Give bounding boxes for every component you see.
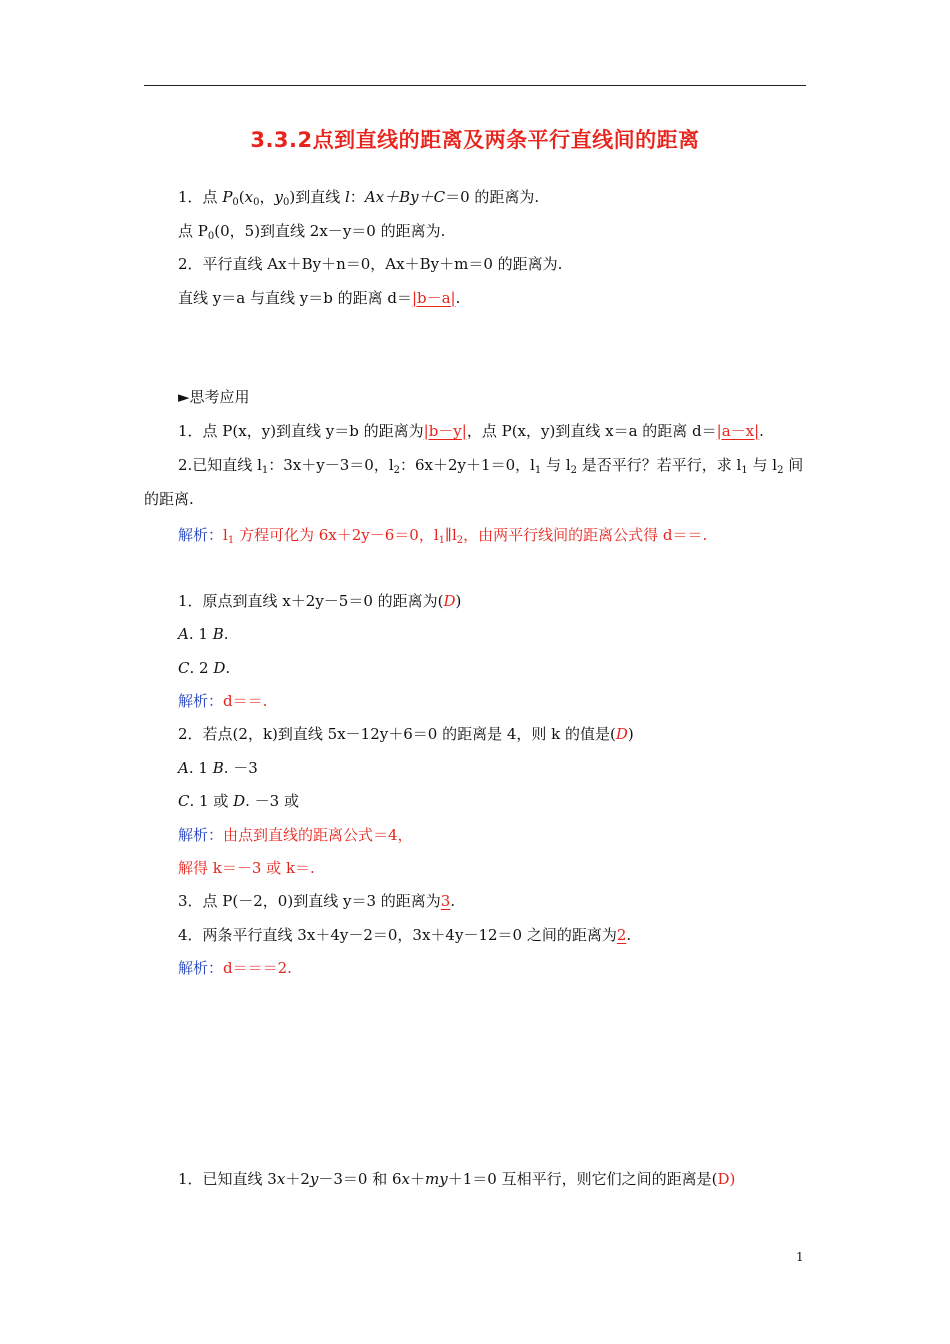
final-question: 1．已知直线 3x＋2y－3＝0 和 6x＋my＋1＝0 互相平行，则它们之间的距离是(D) (178, 1170, 736, 1188)
think-solution: 解析：$l_1$ 方程可化为 6x＋2y－6＝0，$l_1\parallel l_2$，由两平行线间的距离公式得 d＝＝. (178, 526, 708, 546)
exercise-q1-options-ab: A. 1 B. (178, 625, 229, 643)
header-rule (144, 85, 806, 86)
think-q1: 1．点 P(x，y)到直线 y＝b 的距离为|b－y|，点 P(x，y)到直线 x＝a 的距离 d＝|a－x|. (178, 422, 764, 440)
pre-line-2: 点 $P_0(0$，5)到直线 2x－y＝0 的距离为. (178, 222, 446, 242)
think-q2: 2.已知直线 $l_1$：3x＋y－3＝0，$l_2$：6x＋2y＋1＝0，$l_1$ 与 $l_2$ 是否平行？若平行，求 $l_1$ 与 $l_2$ 间 (178, 456, 804, 476)
exercise-q1: 1．原点到直线 x＋2y－5＝0 的距离为(D) (178, 592, 462, 610)
page-number: 1 (796, 1250, 804, 1264)
exercise-q2-solution: 解析：由点到直线的距离公式＝4， (178, 826, 413, 844)
exercise-q1-options-cd: C. 2 D. (178, 659, 231, 677)
answer-blank: 2 (616, 926, 627, 944)
pre-line-3: 2．平行直线 Ax＋By＋n＝0，Ax＋By＋m＝0 的距离为. (178, 255, 563, 273)
section-header-think: ►思考应用 (178, 388, 250, 406)
answer-blank: |a－x| (716, 422, 760, 440)
page-title: 3.3.2点到直线的距离及两条平行直线间的距离 (250, 128, 700, 152)
think-q2-cont: 的距离. (144, 490, 194, 508)
answer-blank: |b－y| (423, 422, 467, 440)
exercise-q2: 2．若点(2，k)到直线 5x－12y＋6＝0 的距离是 4，则 k 的值是(D) (178, 725, 634, 743)
pre-line-1: 1．点 $P_0(x_0$，$y_0$)到直线 l：Ax＋By＋C＝0 的距离为. (178, 188, 540, 208)
exercise-q2-options-cd: C. 1 或 D. －3 或 (178, 792, 299, 810)
exercise-q1-solution: 解析：d＝＝. (178, 692, 268, 710)
exercise-q4: 4．两条平行直线 3x＋4y－2＝0，3x＋4y－12＝0 之间的距离为2. (178, 926, 632, 944)
exercise-q2-solution-cont: 解得 k＝－3 或 k＝. (178, 859, 315, 877)
exercise-q2-options-ab: A. 1 B. －3 (178, 759, 258, 777)
exercise-q3: 3．点 P(－2，0)到直线 y＝3 的距离为3. (178, 892, 456, 910)
answer-blank: |b－a| (411, 289, 456, 307)
answer-blank: 3 (440, 892, 451, 910)
exercise-q4-solution: 解析：d＝＝＝2. (178, 959, 292, 977)
pre-line-4: 直线 y＝a 与直线 y＝b 的距离 d＝|b－a|. (178, 289, 461, 307)
